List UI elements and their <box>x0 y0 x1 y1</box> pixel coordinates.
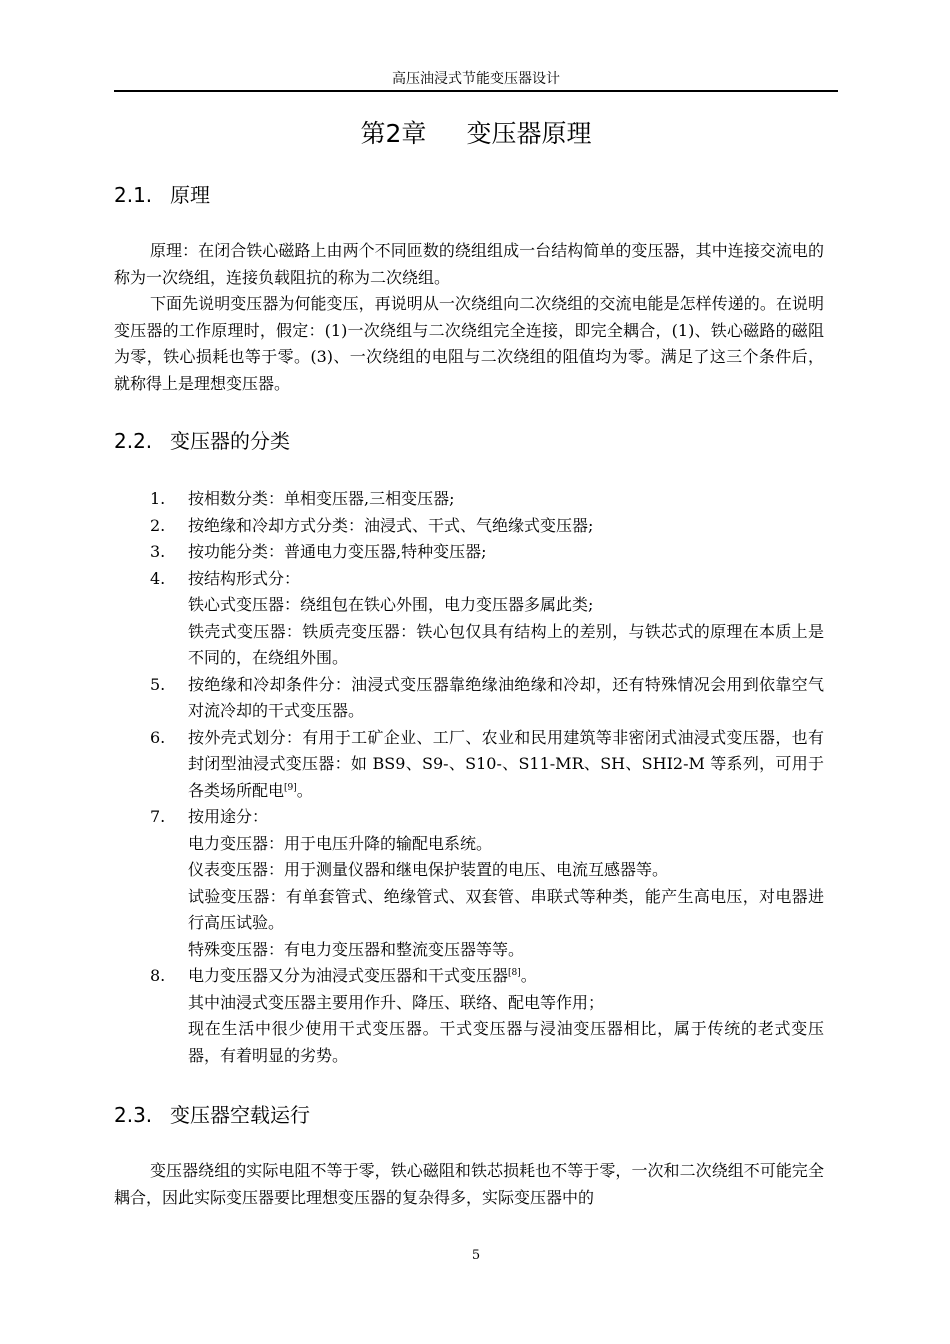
list-item <box>150 566 824 672</box>
list-item <box>150 513 824 540</box>
list-number: 6. <box>150 727 166 747</box>
list-number: 7. <box>150 807 166 826</box>
section-title: 变压器空载运行 <box>170 1103 310 1127</box>
section-number: 2.2. <box>114 429 153 453</box>
citation-ref: [9] <box>284 782 297 793</box>
list-text: 按用途分： <box>188 807 269 826</box>
list-text: 按相数分类：单相变压器,三相变压器; <box>188 489 455 508</box>
list-number: 2. <box>150 515 166 535</box>
list-item <box>150 672 824 725</box>
list-subtext: 铁壳式变压器：铁质壳变压器：铁心包仅具有结构上的差别，与铁芯式的原理在本质上是不同的，在绕组外围。 <box>188 621 824 667</box>
list-number: 3. <box>150 542 166 561</box>
list-text: 电力变压器又分为油浸式变压器和干式变压器 <box>188 966 509 985</box>
paragraph-ideal-transformer: 下面先说明变压器为何能变压，再说明从一次绕组向二次绕组的交流电能是怎样传递的。在说明变压器的工作原理时，假定：(1)一次绕组与二次绕组完全连接，即完全耦合，(1)、铁心磁路的磁阻为零，铁心损耗也等于零。(3)、一次绕组的电阻与二次绕组的阻值均为零。满足了这三个条件后，就称得上是理想变压器。 <box>114 294 824 393</box>
list-item <box>150 963 824 1069</box>
citation-ref: [8] <box>508 968 521 978</box>
list-text: 按绝缘和冷却方式分类：油浸式、干式、气绝缘式变压器; <box>188 515 594 535</box>
paragraph-no-load: 变压器绕组的实际电阻不等于零，铁心磁阻和铁芯损耗也不等于零，一次和二次绕组不可能完全耦合，因此实际变压器要比理想变压器的复杂得多，实际变压器中的 <box>114 1161 824 1207</box>
list-number: 4. <box>150 568 166 588</box>
list-subtext: 其中油浸式变压器主要用作升、降压、联络、配电等作用； <box>188 992 605 1012</box>
chapter-number: 第2章 <box>360 119 427 148</box>
list-text: 按绝缘和冷却条件分：油浸式变压器靠绝缘油绝缘和冷却，还有特殊情况会用到依靠空气对流冷却的干式变压器。 <box>188 674 824 720</box>
section-number: 2.1. <box>114 183 153 207</box>
list-text: 按结构形式分： <box>188 568 301 588</box>
list-number: 1. <box>150 489 166 508</box>
section-heading-2-2 <box>114 428 838 454</box>
list-subtext: 试验变压器：有单套管式、绝缘管式、双套管、串联式等种类，能产生高电压，对电器进行高压试验。 <box>188 886 824 932</box>
section-heading-2-3 <box>114 1102 838 1128</box>
list-subtext: 现在生活中很少使用干式变压器。干式变压器与浸油变压器相比，属于传统的老式变压器，有着明显的劣势。 <box>188 1019 824 1065</box>
list-subtext: 特殊变压器：有电力变压器和整流变压器等等。 <box>188 939 525 959</box>
list-subtext: 仪表变压器：用于测量仪器和继电保护装置的电压、电流互感器等。 <box>188 860 669 879</box>
list-text-tail: 。 <box>296 780 313 800</box>
list-text: 按功能分类：普通电力变压器,特种变压器; <box>188 542 487 561</box>
list-item <box>150 486 824 513</box>
list-number: 5. <box>150 674 166 694</box>
section-title: 原理 <box>170 183 210 207</box>
running-header: 高压油浸式节能变压器设计 <box>114 70 838 92</box>
section-title: 变压器的分类 <box>170 429 290 453</box>
paragraph-principle: 原理：在闭合铁心磁路上由两个不同匝数的绕组组成一台结构简单的变压器，其中连接交流电的称为一次绕组，连接负载阻抗的称为二次绕组。 <box>114 241 824 287</box>
section-heading-2-1 <box>114 182 838 208</box>
chapter-name: 变压器原理 <box>466 119 592 148</box>
section-number: 2.3. <box>114 1103 153 1127</box>
list-subtext: 铁心式变压器：绕组包在铁心外围，电力变压器多属此类; <box>188 595 594 614</box>
list-text-tail: 。 <box>520 966 537 985</box>
page-number: 5 <box>471 1248 481 1263</box>
list-item <box>150 539 824 566</box>
list-item <box>150 804 824 963</box>
list-text: 按外壳式划分：有用于工矿企业、工厂、农业和民用建筑等非密闭式油浸式变压器，也有封闭型油浸式变压器：如 BS9、S9-、S10-、S11-MR、SH、SHI2-M 等系列，可用于各类场所配电 <box>188 727 824 800</box>
list-subtext: 电力变压器：用于电压升降的输配电系统。 <box>188 833 493 853</box>
chapter-title <box>114 118 838 150</box>
list-item <box>150 725 824 805</box>
list-number: 8. <box>150 966 166 985</box>
classification-list <box>150 486 824 1069</box>
